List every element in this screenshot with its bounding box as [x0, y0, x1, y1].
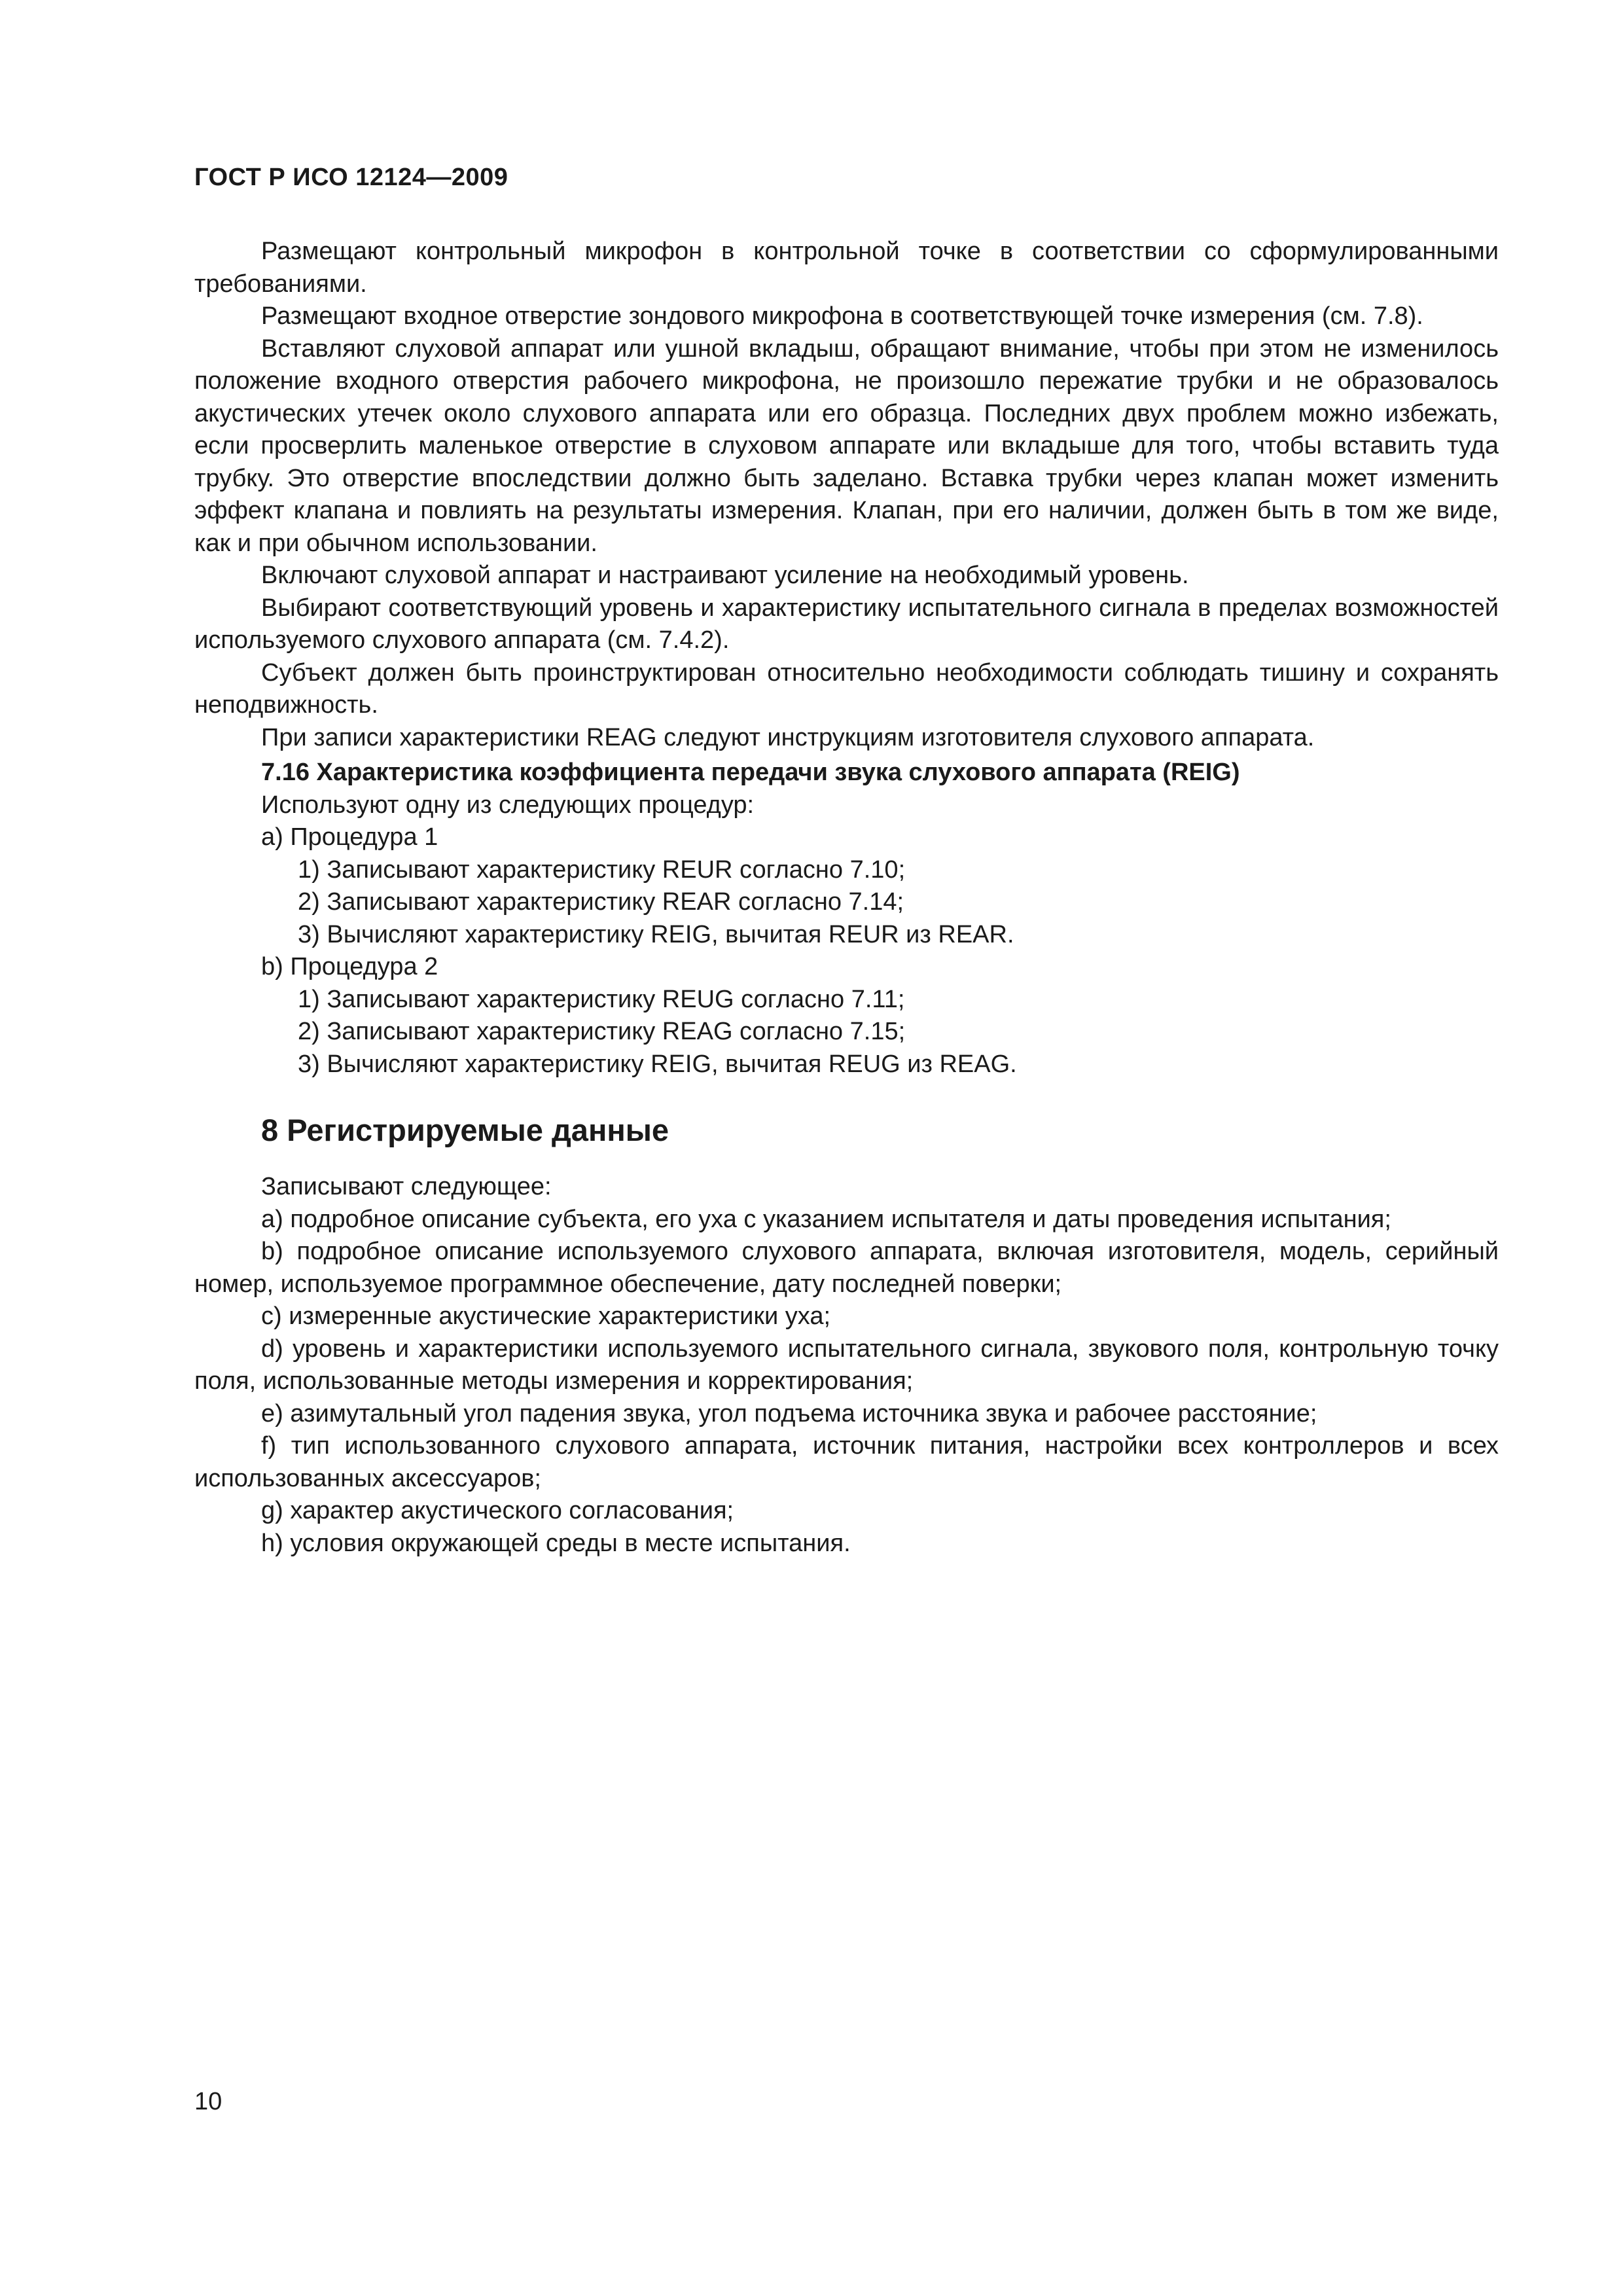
procedure-a-step: 1) Записывают характеристику REUR согласно 7.10; [298, 855, 906, 884]
record-item: а) подробное описание субъекта, его уха с указанием испытателя и даты проведения испытания; [261, 1205, 1391, 1233]
section-8-lead: Записывают следующее: [261, 1173, 552, 1200]
procedure-b-step: 1) Записывают характеристику REUG согласно 7.11; [298, 985, 905, 1013]
record-item: e) азимутальный угол падения звука, угол подъема источника звука и рабочее расстояние; [261, 1399, 1317, 1427]
paragraph-reag-recording: При записи характеристики REAG следуют инструкциям изготовителя слухового аппарата. [261, 723, 1315, 751]
section-heading-8: 8 Регистрируемые данные [261, 1113, 669, 1147]
body-text [194, 236, 1499, 1560]
procedure-b-step: 3) Вычисляют характеристику REIG, вычитая REUG из REAG. [298, 1050, 1017, 1078]
paragraph-subject-instructions: Субъект должен быть проинструктирован относительно необходимости соблюдать тишину и сохранять неподвижность. [194, 658, 1499, 719]
record-item: b) подробное описание используемого слухового аппарата, включая изготовителя, модель, серийный номер, используемое программное обеспечение, дату последней поверки; [194, 1238, 1499, 1298]
record-item: c) измеренные акустические характеристики уха; [261, 1302, 831, 1330]
procedure-a-step: 3) Вычисляют характеристику REIG, вычитая REUR из REAR. [298, 920, 1014, 948]
record-item: g) характер акустического согласования; [261, 1497, 734, 1524]
record-item: d) уровень и характеристики используемого испытательного сигнала, звукового поля, контрольную точку поля, использованные методы измерения и корректирования; [194, 1335, 1499, 1395]
paragraph-insert-hearing-aid: Вставляют слуховой аппарат или ушной вкладыш, обращают внимание, чтобы при этом не изменилось положение входного отверстия рабочего микрофона, не произошло пережатие трубки и не образовалось акустических утечек около слухового аппарата или его образца. Последних двух проблем можно избежать, если просверлить маленькое отверстие в слуховом аппарате или вкладыше для того, чтобы вставить туда трубку. Это отверстие впоследствии должно быть заделано. Вставка трубки через клапан может изменить эффект клапана и повлиять на результаты измерения. Клапан, при его наличии, должен быть в том же виде, как и при обычном использовании. [194, 334, 1499, 557]
procedure-a-step: 2) Записывают характеристику REAR согласно 7.14; [298, 888, 904, 916]
record-item: h) условия окружающей среды в месте испытания. [261, 1529, 851, 1557]
subsection-lead: Используют одну из следующих процедур: [261, 791, 755, 819]
standard-header: ГОСТ Р ИСО 12124—2009 [194, 164, 508, 191]
paragraph-test-signal: Выбирают соответствующий уровень и характеристику испытательного сигнала в пределах возможностей используемого слухового аппарата (см. 7.4.2). [194, 594, 1499, 654]
subsection-heading-7-16: 7.16 Характеристика коэффициента передачи звука слухового аппарата (REIG) [261, 759, 1240, 786]
procedure-b-step: 2) Записывают характеристику REAG согласно 7.15; [298, 1018, 906, 1045]
record-item: f) тип использованного слухового аппарата, источник питания, настройки всех контроллеров и всех использованных аксессуаров; [194, 1432, 1499, 1492]
procedure-b-label: b) Процедура 2 [261, 953, 438, 980]
page-number: 10 [194, 2088, 223, 2115]
paragraph-probe-mic: Размещают входное отверстие зондового микрофона в соответствующей точке измерения (см. 7.8). [261, 302, 1423, 330]
procedure-a-label: а) Процедура 1 [261, 823, 438, 851]
paragraph-switch-on: Включают слуховой аппарат и настраивают усиление на необходимый уровень. [261, 562, 1189, 589]
paragraph-reference-mic: Размещают контрольный микрофон в контрольной точке в соответствии со сформулированными требованиями. [194, 238, 1499, 298]
